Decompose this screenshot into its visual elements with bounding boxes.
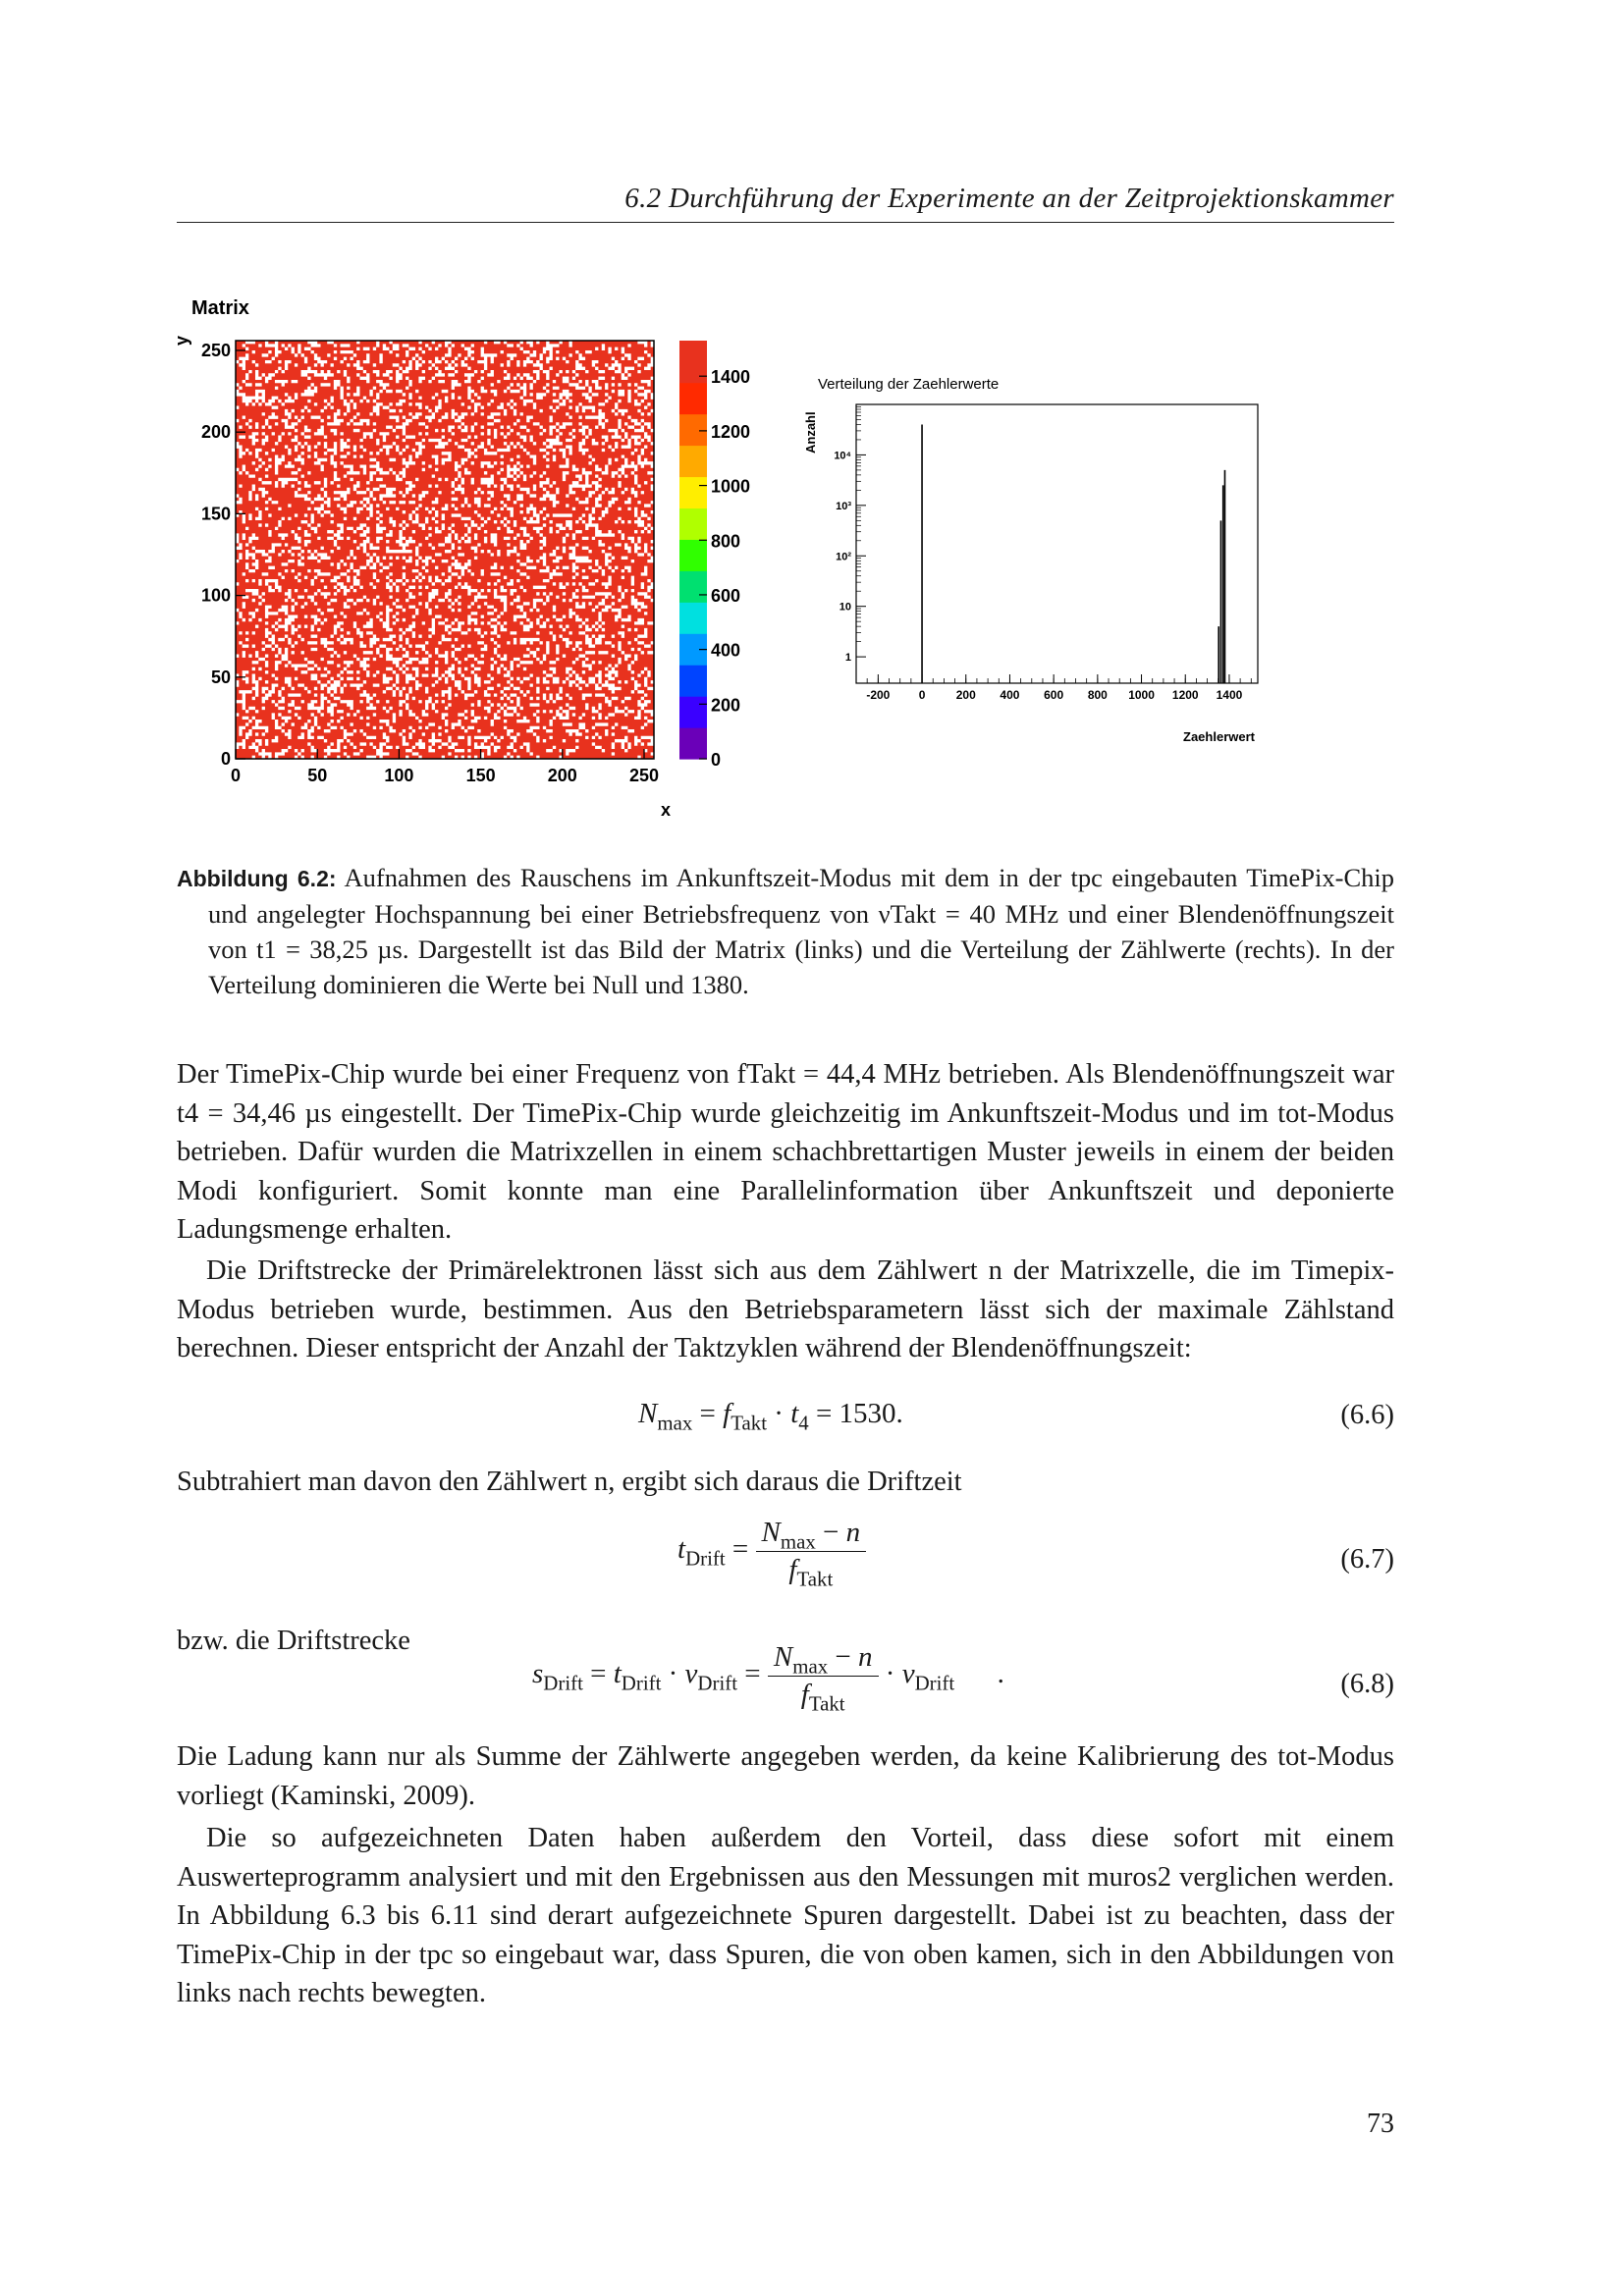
colorbar-band xyxy=(679,424,707,435)
colorbar-tick-label: 800 xyxy=(711,531,741,552)
matrix-plot-area xyxy=(236,341,654,759)
colorbar-band xyxy=(679,581,707,592)
histogram-chart xyxy=(800,363,1311,756)
hist-x-tick-label: 0 xyxy=(918,688,926,702)
equation-6-7-number: (6.7) xyxy=(1340,1544,1394,1575)
colorbar-band xyxy=(679,602,707,613)
hist-x-tick-label: 1200 xyxy=(1171,688,1199,702)
running-header xyxy=(177,183,1394,223)
caption-label: Abbildung 6.2: xyxy=(177,866,337,891)
hist-x-tick-label: -200 xyxy=(866,688,891,702)
page-number: 73 xyxy=(1367,2109,1394,2139)
paragraph-3-text: Subtrahiert man davon den Zählwert n, ergibt sich daraus die Driftzeit xyxy=(177,1467,962,1497)
colorbar-tick-label: 200 xyxy=(711,695,741,716)
colorbar-band xyxy=(679,685,707,696)
hist-x-tick-label: 1000 xyxy=(1128,688,1155,702)
matrix-y-tick-label: 50 xyxy=(210,667,231,687)
hist-x-tick-label: 400 xyxy=(1000,688,1020,702)
colorbar-band xyxy=(679,623,707,634)
equation-6-6-number: (6.6) xyxy=(1340,1400,1394,1430)
colorbar-band xyxy=(679,507,707,518)
colorbar-tick-label: 400 xyxy=(711,640,741,661)
colorbar-band xyxy=(679,707,707,718)
colorbar-tick-label: 1400 xyxy=(711,367,751,388)
colorbar-band xyxy=(679,498,707,508)
matrix-y-tick-label: 150 xyxy=(200,504,231,524)
figure-caption xyxy=(177,860,1394,1002)
paragraph-2 xyxy=(177,1252,1394,1368)
hist-x-tick-label: 800 xyxy=(1087,688,1108,702)
colorbar-band xyxy=(679,592,707,603)
matrix-x-tick-label: 0 xyxy=(230,766,242,785)
equation-6-6: $N_{max} = f_{Takt} \cdot t_4 = 1530$. xyxy=(638,1398,903,1435)
colorbar-band xyxy=(679,727,707,738)
colorbar-tick-label: 1000 xyxy=(711,476,751,497)
hist-xlabel: Zaehlerwert xyxy=(1183,729,1255,744)
matrix-x-tick-label: 200 xyxy=(547,766,577,785)
colorbar-band xyxy=(679,403,707,414)
colorbar-band xyxy=(679,665,707,675)
colorbar-band xyxy=(679,561,707,571)
paragraph-5-text: Die Ladung kann nur als Summe der Zählwerte angegeben werden, da keine Kalibrierung des tot-Modus vorliegt (Kaminski, 2009). xyxy=(177,1741,1394,1811)
hist-y-tick-label: 1 xyxy=(844,652,851,665)
colorbar-tick-label: 600 xyxy=(711,585,741,606)
colorbar-band xyxy=(679,675,707,686)
colorbar-band xyxy=(679,372,707,383)
matrix-xlabel: x xyxy=(661,800,672,820)
colorbar-band xyxy=(679,341,707,351)
hist-y-tick-label: 10 xyxy=(839,601,851,614)
colorbar-band xyxy=(679,613,707,623)
colorbar-band xyxy=(679,518,707,529)
hist-x-tick-label: 1400 xyxy=(1216,688,1243,702)
hist-frame xyxy=(856,404,1258,683)
paragraph-1-text: Der TimePix-Chip wurde bei einer Frequenz von fTakt = 44,4 MHz betrieben. Als Blendenöffnungszeit war t4 = 34,46 µs eingestellt. Der TimePix-Chip wurde gleichzeitig im Ankunftszeit-Modus und im tot-Modus betrieben. Dafür wurden die Matrixzellen in einem schachbrettartigen Muster jeweils in einem der beiden Modi konfiguriert. Somit konnte man eine Parallelinformation über Ankunftszeit und deponierte Ladungsmenge erhalten. xyxy=(177,1059,1394,1245)
colorbar-band xyxy=(679,361,707,372)
colorbar-band xyxy=(679,655,707,666)
colorbar-band xyxy=(679,550,707,561)
colorbar-band xyxy=(679,446,707,456)
equation-6-8-number: (6.8) xyxy=(1340,1669,1394,1699)
colorbar-band xyxy=(679,529,707,540)
header-title: 6.2 Durchführung der Experimente an der Zeitprojektionskammer xyxy=(624,183,1394,214)
paragraph-1 xyxy=(177,1055,1394,1250)
colorbar-band xyxy=(679,748,707,759)
colorbar-tick-label: 0 xyxy=(711,750,722,770)
colorbar-band xyxy=(679,393,707,403)
equation-6-7: $t_{Drift}$ = $\frac{N_{max} - n}{f_{Takt}}$ xyxy=(677,1517,866,1586)
paragraph-2-text: Die Driftstrecke der Primärelektronen lässt sich aus dem Zählwert n der Matrixzelle, die im Timepix-Modus betrieben wurde, bestimmen. Aus den Betriebsparametern lässt sich der maximale Zählstand berechnen. Dieser entspricht der Anzahl der Taktzyklen während der Blendenöffnungszeit: xyxy=(177,1255,1394,1363)
colorbar-band xyxy=(679,455,707,466)
colorbar xyxy=(679,341,750,770)
hist-y-tick-label: 10⁴ xyxy=(834,450,851,462)
matrix-y-tick-label: 200 xyxy=(200,422,231,443)
matrix-y-tick-label: 250 xyxy=(200,340,231,360)
colorbar-band xyxy=(679,633,707,644)
matrix-ylabel: y xyxy=(172,335,191,346)
colorbar-band xyxy=(679,383,707,394)
paragraph-3 xyxy=(177,1463,1394,1502)
colorbar-band xyxy=(679,738,707,749)
matrix-y-tick-label: 0 xyxy=(220,749,231,769)
hist-y-tick-label: 10³ xyxy=(836,500,851,512)
hist-title: Verteilung der Zaehlerwerte xyxy=(818,376,1000,393)
matrix-y-tick-label: 100 xyxy=(200,585,231,606)
hist-x-tick-label: 200 xyxy=(955,688,976,702)
hist-ylabel: Anzahl xyxy=(803,411,818,454)
colorbar-band xyxy=(679,351,707,362)
colorbar-band xyxy=(679,414,707,425)
matrix-title: Matrix xyxy=(191,297,249,319)
matrix-x-tick-label: 150 xyxy=(465,766,496,785)
paragraph-6 xyxy=(177,1819,1394,2013)
colorbar-tick-label: 1200 xyxy=(711,421,751,442)
hist-x-tick-label: 600 xyxy=(1044,688,1064,702)
paragraph-5 xyxy=(177,1737,1394,1815)
colorbar-band xyxy=(679,539,707,550)
colorbar-band xyxy=(679,717,707,727)
colorbar-band xyxy=(679,435,707,446)
colorbar-band xyxy=(679,487,707,498)
caption-text: Aufnahmen des Rauschens im Ankunftszeit-Modus mit dem in der tpc eingebauten TimePix-Chip und angelegter Hochspannung bei einer Betriebsfrequenz von νTakt = 40 MHz und einer Blendenöffnungszeit von t1 = 38,25 µs. Dargestellt ist das Bild der Matrix (links) und die Verteilung der Zählwerte (rechts). In der Verteilung dominieren die Werte bei Null und 1380. xyxy=(208,863,1394,999)
colorbar-band xyxy=(679,696,707,707)
colorbar-band xyxy=(679,570,707,581)
equation-6-8: $s_{Drift} = t_{Drift} \cdot v_{Drift}$ = $\frac{N_{max} - n}{f_{Takt}}$ · $v_{Drift}$ . xyxy=(532,1641,1004,1716)
paragraph-4-text: bzw. die Driftstrecke xyxy=(177,1626,410,1656)
paragraph-6-text: Die so aufgezeichneten Daten haben außerdem den Vorteil, dass diese sofort mit einem Auswerteprogramm analysiert und mit den Ergebnissen aus den Messungen mit muros2 verglichen werden. In Abbildung 6.3 bis 6.11 sind derart aufgezeichnete Spuren dargestellt. Dabei ist zu beachten, dass der TimePix-Chip in der tpc so eingebaut war, dass Spuren, die von oben kamen, sich in den Abbildungen von links nach rechts bewegten. xyxy=(177,1823,1394,2008)
matrix-x-tick-label: 250 xyxy=(628,766,660,785)
colorbar-band xyxy=(679,466,707,477)
matrix-heatmap-chart xyxy=(172,285,771,834)
matrix-x-tick-label: 50 xyxy=(307,766,328,785)
hist-y-tick-label: 10² xyxy=(836,551,851,563)
matrix-x-tick-label: 100 xyxy=(384,766,414,785)
